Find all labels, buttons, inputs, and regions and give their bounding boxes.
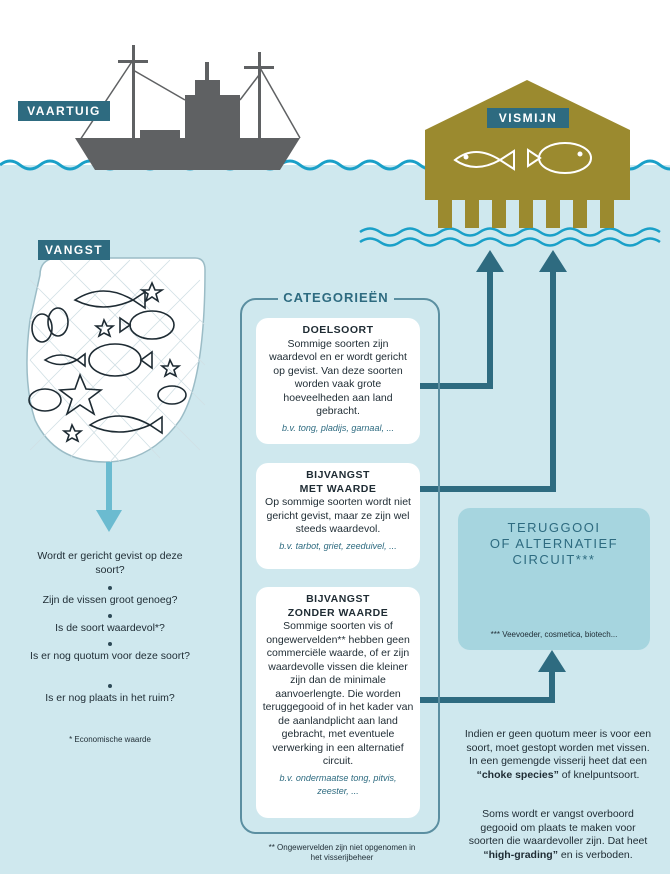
bijvangst-zonder-example: b.v. ondermaatse tong, pitvis, zeester, ... <box>279 772 397 796</box>
choke-species-text <box>462 728 654 782</box>
harbour-wave-2 <box>360 239 660 246</box>
bijvangst-zonder-body: Sommige soorten vis of ongewervelden** hebben geen commerciële waarde, of er zijn waardevolle vissen die kleiner zijn dan de minimale aanvoerlengte. Die worden teruggegooid of in het kader van de aanlandplicht aan land gebracht, met eventuele verwerking in een alternatief circuit. <box>262 620 414 767</box>
choke-text-bold: “choke species” <box>476 768 559 781</box>
question-separator <box>108 684 112 688</box>
vangst-label: VANGST <box>38 240 110 260</box>
question-2: Zijn de vissen groot genoeg? <box>42 594 178 606</box>
bijvangst-waarde-body: Op sommige soorten wordt niet gericht gevist, maar ze zijn wel steeds waardevol. <box>265 496 411 535</box>
high-grading-text <box>462 808 654 862</box>
highgrading-text-1: Soms wordt er vangst overboord gegooid om plaats te maken voor soorten die waardevoller zijn. Dat heet <box>468 808 648 847</box>
bijvangst-waarde-example: b.v. tarbot, griet, zeeduivel, ... <box>279 540 397 551</box>
question-separator <box>108 642 112 646</box>
footnote-invertebrates: ** Ongewervelden zijn niet opgenomen in het visserijbeheer <box>268 843 416 862</box>
card-bijvangst-met-waarde <box>256 463 420 569</box>
question-5: Is er nog plaats in het ruim? <box>45 692 175 704</box>
discard-note: *** Veevoeder, cosmetica, biotech... <box>490 630 618 639</box>
choke-text-1: Indien er geen quotum meer is voor een soort, moet gestopt worden met vissen. In een gemengde visserij heet dat een <box>464 728 652 767</box>
card-doelsoort <box>256 318 420 444</box>
bijvangst-waarde-title-1: BIJVANGST <box>306 469 370 481</box>
bijvangst-waarde-title-2: MET WAARDE <box>299 482 377 495</box>
question-1: Wordt er gericht gevist op deze soort? <box>37 550 183 576</box>
doelsoort-example: b.v. tong, pladijs, garnaal, ... <box>282 422 394 433</box>
doelsoort-body: Sommige soorten zijn waardevol en er wordt gericht op gevist. Van deze soorten worden vaak grote hoeveelheden aan land gebracht. <box>269 337 407 417</box>
question-3: Is de soort waardevol*? <box>55 622 165 634</box>
vismijn-label: VISMIJN <box>487 108 569 128</box>
choke-text-2: of knelpuntsoort. <box>558 768 640 781</box>
bijvangst-zonder-title-1: BIJVANGST <box>306 593 370 605</box>
down-arrow-icon <box>96 462 122 532</box>
question-separator <box>108 614 112 618</box>
highgrading-text-2: en is verboden. <box>557 848 633 861</box>
question-4: Is er nog quotum voor deze soort? <box>30 650 190 662</box>
doelsoort-title: DOELSOORT <box>302 324 374 336</box>
discard-title <box>458 520 650 568</box>
vaartuig-label: VAARTUIG <box>18 101 110 121</box>
discard-title-2: OF ALTERNATIEF <box>489 536 619 551</box>
highgrading-text-bold: “high-grading” <box>483 848 558 861</box>
categories-title: CATEGORIEËN <box>278 290 394 305</box>
discard-title-1: TERUGGOOI <box>507 520 601 535</box>
bijvangst-zonder-title-2: ZONDER WAARDE <box>287 606 389 619</box>
card-bijvangst-zonder-waarde <box>256 587 420 818</box>
footnote-economic: * Economische waarde <box>69 735 151 744</box>
harbour-wave-1 <box>360 229 660 236</box>
question-separator <box>108 586 112 590</box>
catch-net-icon <box>27 258 205 462</box>
discard-title-3: CIRCUIT*** <box>512 552 596 567</box>
